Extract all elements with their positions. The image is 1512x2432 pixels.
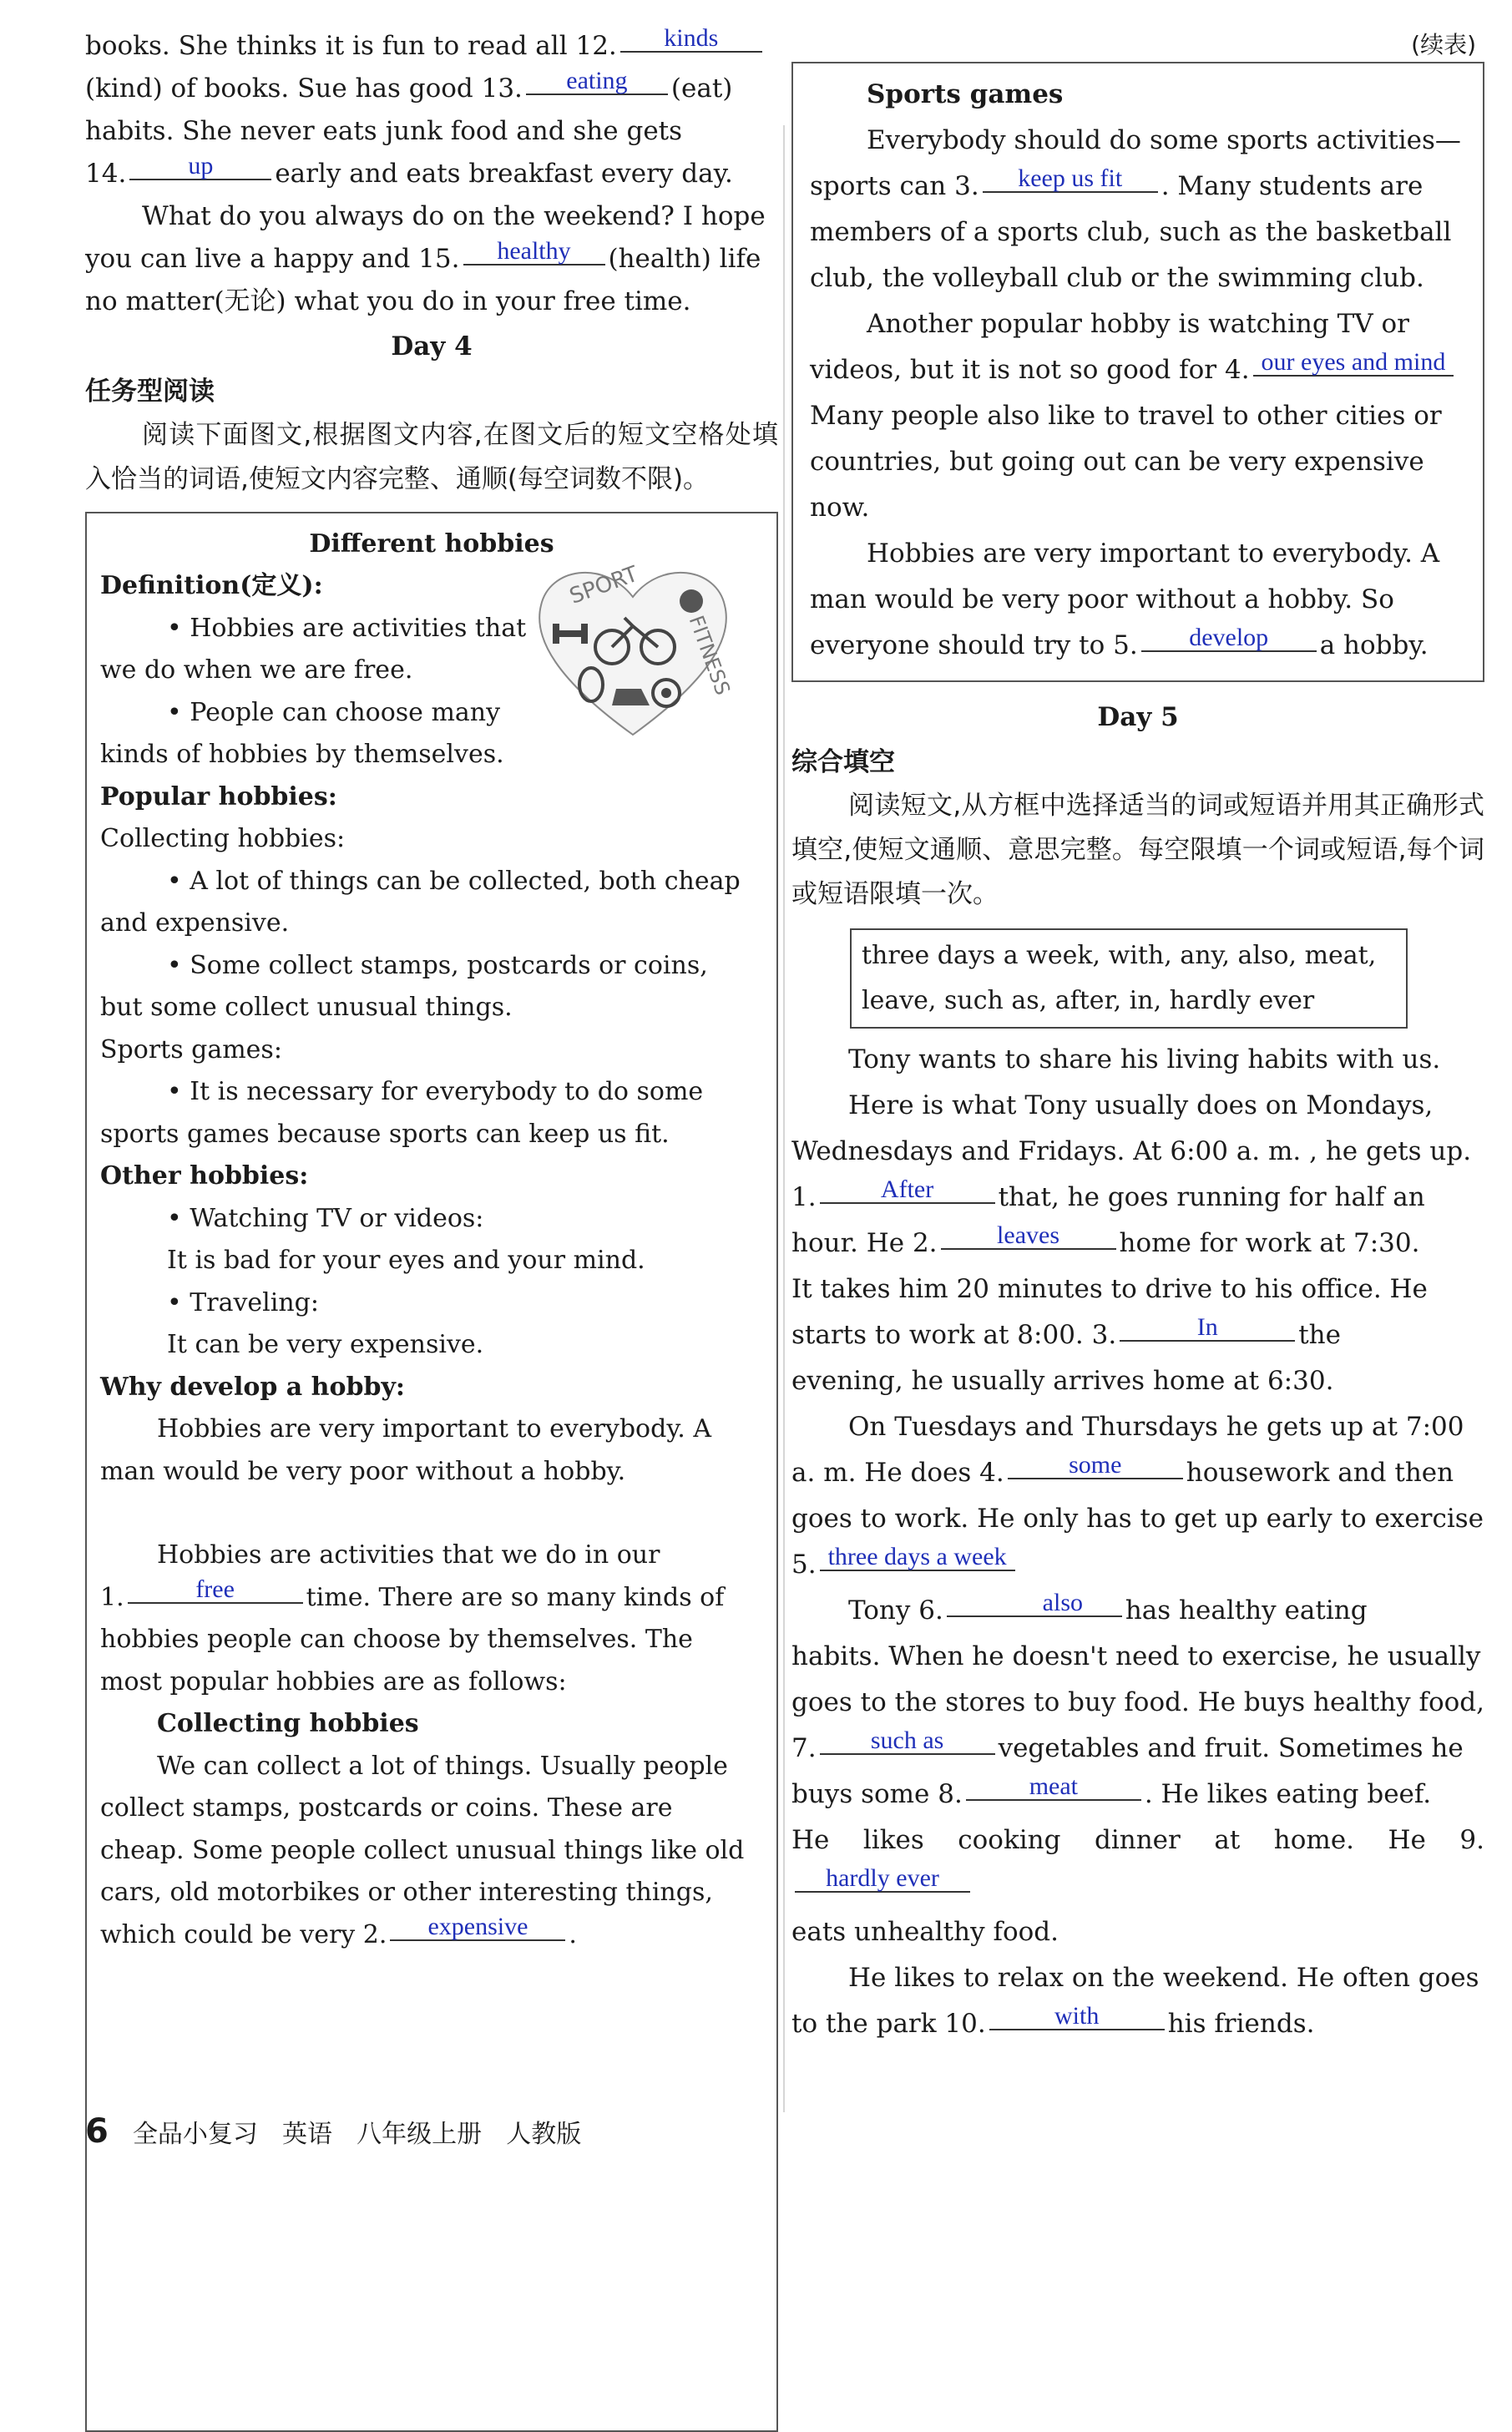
grade: 八年级上册 [357, 2120, 483, 2149]
answer-blank-2: expensive [390, 1914, 565, 1941]
edition: 人教版 [506, 2120, 582, 2149]
subject: 英语 [282, 2120, 333, 2149]
answer-blank-d5-8: meat [966, 1774, 1141, 1801]
day5-passage: Tony wants to share his living habits with us. Here is what Tony usually does on Mondays, Wednesdays and Fridays. At 6:00 a. m. , he gets up. 1. After that, he goes running for half an hour. He 2. leaves home for work at 7:30. It takes him 20 minutes to drive to his office. He starts to work at 8:00. 3. In the evening, he usually arrives home at 6:30. On Tuesdays and Thursdays he gets up at 7:00 a. m. He does 4. some housework and then goes to work. He only has to get up early to exercise 5. three days a week Tony 6. also has healthy eating habits. When he doesn't need to exercise, he usually goes to the stores to buy food. He buys healthy food, 7. such as vegetables and fruit. Sometimes he buys some 8. meat . He likes eating beef. He likes cooking dinner at home. He 9.hardly ever eats unhealthy food. He likes to relax on the weekend. He often goes to the park 10. with his friends. [791, 1044, 1484, 2039]
ball-icon [680, 589, 703, 613]
answer-blank-d5-9: hardly ever [795, 1866, 970, 1893]
other-label: Other hobbies: [100, 1161, 309, 1191]
day5-title: Day 5 [1097, 702, 1179, 732]
answer-blank-d5-5: three days a week [820, 1545, 1015, 1571]
answer-blank-3: keep us fit [983, 166, 1158, 193]
answer-blank-d5-7: such as [820, 1728, 995, 1755]
right-column [791, 25, 1484, 2047]
why-label: Why develop a hobby: [100, 1372, 405, 1402]
day4-title: Day 4 [391, 331, 473, 362]
answer-blank-d5-2: leaves [941, 1223, 1116, 1250]
continued-label: (续表) [1411, 31, 1476, 58]
column-divider [783, 125, 785, 2112]
answer-blank-13: eating [526, 68, 668, 95]
left-column [85, 25, 778, 2432]
box-title: Different hobbies [309, 529, 554, 559]
passage-continuation: books. She thinks it is fun to read all 12. kinds (kind) of books. Sue has good 13. eating (eat) habits. She never eats junk food and she gets 14. up early and eats breakfast every day. What do you always do on the weekend? I hope you can live a happy and 15. healthy (health) life no matter(无论) what you do in your free time. [85, 24, 766, 316]
sport-label: SPORT [566, 561, 642, 609]
answer-blank-d5-10: with [989, 2004, 1165, 2030]
answer-blank-14: up [129, 154, 271, 180]
answer-blank-1: free [128, 1577, 303, 1604]
answer-blank-d5-6: also [947, 1590, 1122, 1617]
definition-label: Definition(定义): [100, 571, 323, 600]
popular-label: Popular hobbies: [100, 781, 337, 812]
day4-instructions: 阅读下面图文,根据图文内容,在图文后的短文空格处填入恰当的词语,使短文内容完整、通顺(每空词数不限)。 [85, 420, 778, 494]
page-footer [85, 2112, 601, 2151]
dumbbell-icon [558, 630, 583, 637]
answer-blank-12: kinds [620, 26, 762, 53]
word-bank-box: three days a week, with, any, also, meat, leave, such as, after, in, hardly ever [850, 928, 1408, 1029]
fitness-label: FITNESS [684, 612, 735, 699]
answer-blank-d5-1: After [820, 1177, 995, 1204]
book-name: 全品小复习 [132, 2120, 258, 2149]
collecting-heading: Collecting hobbies [157, 1709, 419, 1738]
summary-box: Sports games Everybody should do some sports activities— sports can 3. keep us fit . Many students are members of a sports club, such as the basketball club, the volleyball club or the swimming club. Another popular hobby is watching TV or videos, but it is not so good for 4. our eyes and mind Many people also like to travel to other cities or countries, but going out can be very expensive now. Hobbies are very important to everybody. A man would be very poor without a hobby. So everyone should try to 5. develop a hobby. [791, 62, 1484, 682]
sports-games-heading: Sports games [867, 79, 1064, 109]
sport-fitness-heart-illustration [524, 547, 741, 747]
day5-section-title: 综合填空 [791, 747, 895, 777]
answer-blank-d5-4: some [1008, 1453, 1183, 1479]
day5-instructions: 阅读短文,从方框中选择适当的词或短语并用其正确形式填空,使短文通顺、意思完整。每空限填一个词或短语,每个词或短语限填一次。 [791, 791, 1484, 909]
answer-blank-d5-3: In [1120, 1315, 1295, 1342]
hobbies-box: Different hobbies SPORT FITNESS Definition(定义): • Hobbies are activities that we do when we are free. • People can choose many kinds of hobbies by themselves. Popular hobbies: Collecting hobbies: • A lot of things can be collected, both cheap and expensive. • Some collect stamps, postcards or coins, but some collect unusual things. Sports games: • It is necessary for everybody to do some sports games because sports can keep us fit. Other hobbies: • Watching TV or videos: It is bad for your eyes and your mind. • Traveling: It can be very expensive. Why develop a hobby: Hobbies are very important to everybody. A man would be very poor without a hobby. Hobbies are activities that we do in our 1. free time. There are so many kinds of hobbies people can choose by themselves. The most popular hobbies are as follows: Collecting hobbies We can collect a lot of things. Usually people collect stamps, postcards or coins. These are cheap. Some people collect unusual things like old cars, old motorbikes or other interesting things, which could be very 2. expensive . [85, 512, 778, 2432]
page-number: 6 [85, 2112, 109, 2151]
workbook-page [25, 25, 1486, 2196]
answer-blank-4: our eyes and mind [1253, 350, 1454, 377]
answer-blank-15: healthy [463, 239, 605, 265]
day4-section-title: 任务型阅读 [85, 377, 215, 407]
answer-blank-5: develop [1141, 625, 1317, 652]
